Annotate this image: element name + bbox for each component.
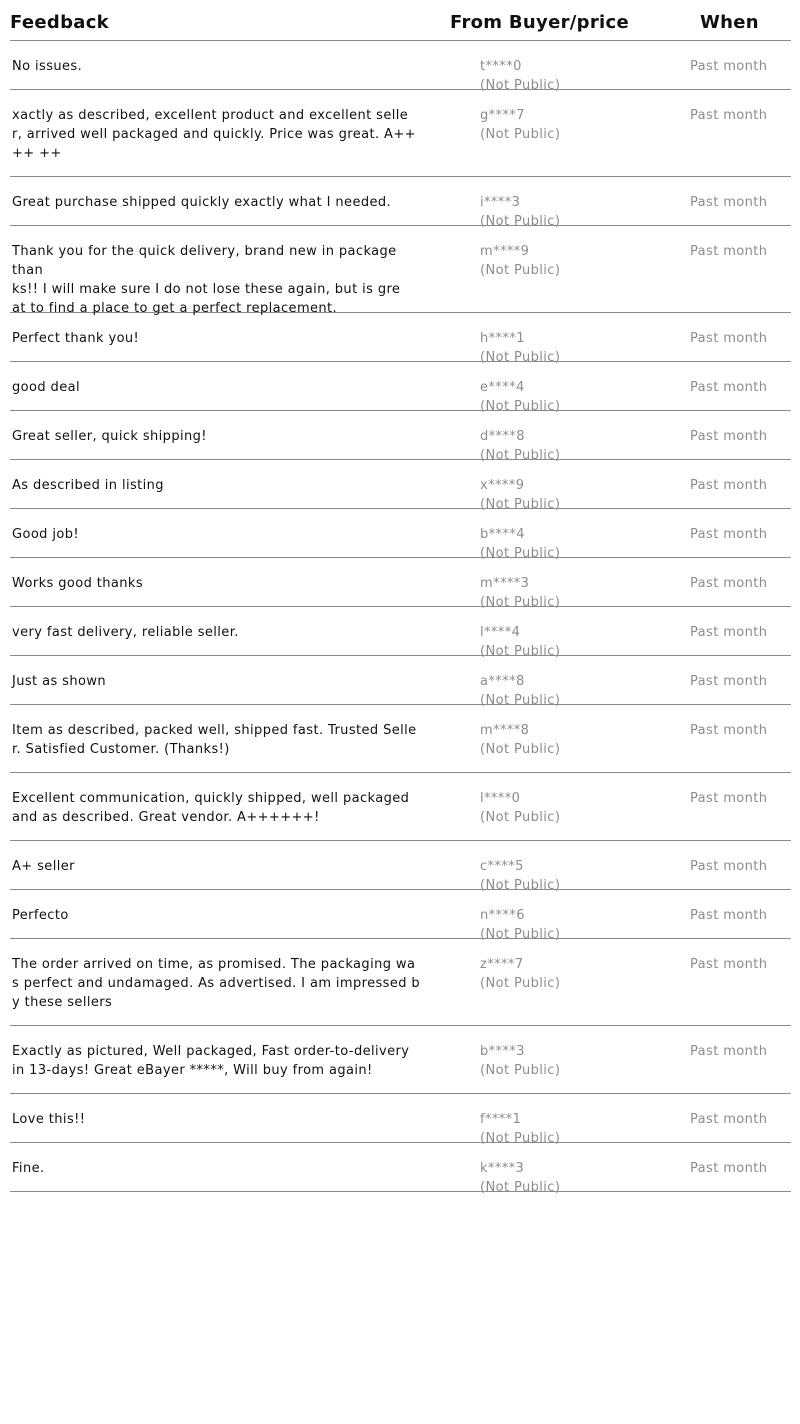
feedback-comment: A+ seller (12, 859, 75, 874)
table-row (10, 177, 791, 229)
feedback-comment: Love this!! (12, 1112, 86, 1127)
table-row (10, 226, 791, 316)
buyer-id: m****9 (480, 244, 530, 259)
feedback-date: Past month (690, 957, 768, 972)
buyer-price-note: (Not Public) (480, 448, 561, 463)
table-row (10, 1143, 791, 1195)
table-row (10, 773, 791, 841)
buyer-id: b****4 (480, 527, 525, 542)
buyer-price-note: (Not Public) (480, 350, 561, 365)
table-row (10, 1094, 791, 1146)
feedback-comment: Thank you for the quick delivery, brand new in package than ks!! I will make sure I do not lose these again, but is gre at to find a place to get a perfect replacement. (12, 244, 401, 316)
table-row (10, 890, 791, 942)
feedback-comment: Works good thanks (12, 576, 144, 591)
buyer-id: t****0 (480, 59, 522, 74)
feedback-date: Past month (690, 59, 768, 74)
buyer-price-note: (Not Public) (480, 742, 561, 757)
buyer-id: n****6 (480, 908, 525, 923)
table-row (10, 558, 791, 610)
buyer-id: c****5 (480, 859, 524, 874)
feedback-date: Past month (690, 723, 768, 738)
feedback-comment: Item as described, packed well, shipped fast. Trusted Selle r. Satisfied Customer. (Thanks!) (12, 723, 417, 757)
buyer-price-note: (Not Public) (480, 1063, 561, 1078)
column-header-from-buyer: From Buyer/price (450, 12, 629, 33)
feedback-date: Past month (690, 195, 768, 210)
buyer-id: a****8 (480, 674, 525, 689)
buyer-id: g****7 (480, 108, 525, 123)
table-row (10, 313, 791, 365)
feedback-date: Past month (690, 1161, 768, 1176)
table-header (10, 0, 791, 41)
feedback-date: Past month (690, 108, 768, 123)
feedback-comment: The order arrived on time, as promised. The packaging wa s perfect and undamaged. As advertised. I am impressed b y these sellers (12, 957, 421, 1010)
buyer-price-note: (Not Public) (480, 1180, 561, 1195)
buyer-id: m****8 (480, 723, 530, 738)
feedback-comment: Perfect thank you! (12, 331, 140, 346)
table-row (10, 656, 791, 708)
buyer-price-note: (Not Public) (480, 644, 561, 659)
buyer-price-note: (Not Public) (480, 976, 561, 991)
buyer-id: f****1 (480, 1112, 522, 1127)
feedback-comment: As described in listing (12, 478, 164, 493)
buyer-price-note: (Not Public) (480, 927, 561, 942)
feedback-date: Past month (690, 791, 768, 806)
buyer-price-note: (Not Public) (480, 810, 561, 825)
feedback-date: Past month (690, 1044, 768, 1059)
feedback-date: Past month (690, 674, 768, 689)
buyer-price-note: (Not Public) (480, 878, 561, 893)
feedback-date: Past month (690, 429, 768, 444)
table-row (10, 411, 791, 463)
feedback-comment: Excellent communication, quickly shipped, well packaged and as described. Great vendor. A++++++! (12, 791, 410, 825)
feedback-table (10, 0, 791, 1195)
table-row (10, 509, 791, 561)
feedback-date: Past month (690, 625, 768, 640)
buyer-price-note: (Not Public) (480, 497, 561, 512)
feedback-comment: very fast delivery, reliable seller. (12, 625, 239, 640)
feedback-date: Past month (690, 527, 768, 542)
feedback-date: Past month (690, 1112, 768, 1127)
feedback-date: Past month (690, 908, 768, 923)
buyer-price-note: (Not Public) (480, 78, 561, 93)
buyer-id: i****3 (480, 195, 521, 210)
buyer-price-note: (Not Public) (480, 595, 561, 610)
feedback-comment: No issues. (12, 59, 83, 74)
table-row (10, 841, 791, 893)
buyer-id: l****0 (480, 791, 521, 806)
table-row (10, 90, 791, 177)
feedback-date: Past month (690, 331, 768, 346)
table-row (10, 607, 791, 659)
buyer-price-note: (Not Public) (480, 127, 561, 142)
table-row (10, 939, 791, 1026)
feedback-date: Past month (690, 859, 768, 874)
feedback-comment: Good job! (12, 527, 79, 542)
table-row (10, 460, 791, 512)
buyer-price-note: (Not Public) (480, 1131, 561, 1146)
buyer-price-note: (Not Public) (480, 546, 561, 561)
buyer-id: x****9 (480, 478, 525, 493)
column-header-feedback: Feedback (10, 12, 109, 33)
table-row (10, 705, 791, 773)
buyer-id: l****4 (480, 625, 521, 640)
table-row (10, 1026, 791, 1094)
column-header-when: When (700, 12, 759, 33)
feedback-comment: Exactly as pictured, Well packaged, Fast order-to-delivery in 13-days! Great eBayer *****, Will buy from again! (12, 1044, 410, 1078)
buyer-id: e****4 (480, 380, 525, 395)
buyer-id: k****3 (480, 1161, 525, 1176)
feedback-comment: Just as shown (12, 674, 106, 689)
feedback-comment: Great purchase shipped quickly exactly what I needed. (12, 195, 392, 210)
buyer-id: b****3 (480, 1044, 525, 1059)
feedback-date: Past month (690, 478, 768, 493)
table-row (10, 41, 791, 93)
table-row (10, 362, 791, 414)
feedback-comment: Fine. (12, 1161, 45, 1176)
feedback-date: Past month (690, 576, 768, 591)
buyer-id: z****7 (480, 957, 524, 972)
buyer-id: m****3 (480, 576, 530, 591)
feedback-comment: good deal (12, 380, 80, 395)
feedback-comment: xactly as described, excellent product and excellent selle r, arrived well packaged and quickly. Price was great. A++ ++ ++ (12, 108, 416, 161)
buyer-id: h****1 (480, 331, 525, 346)
buyer-price-note: (Not Public) (480, 693, 561, 708)
buyer-id: d****8 (480, 429, 525, 444)
buyer-price-note: (Not Public) (480, 214, 561, 229)
buyer-price-note: (Not Public) (480, 399, 561, 414)
feedback-date: Past month (690, 244, 768, 259)
feedback-comment: Perfecto (12, 908, 69, 923)
buyer-price-note: (Not Public) (480, 263, 561, 278)
feedback-date: Past month (690, 380, 768, 395)
feedback-comment: Great seller, quick shipping! (12, 429, 207, 444)
